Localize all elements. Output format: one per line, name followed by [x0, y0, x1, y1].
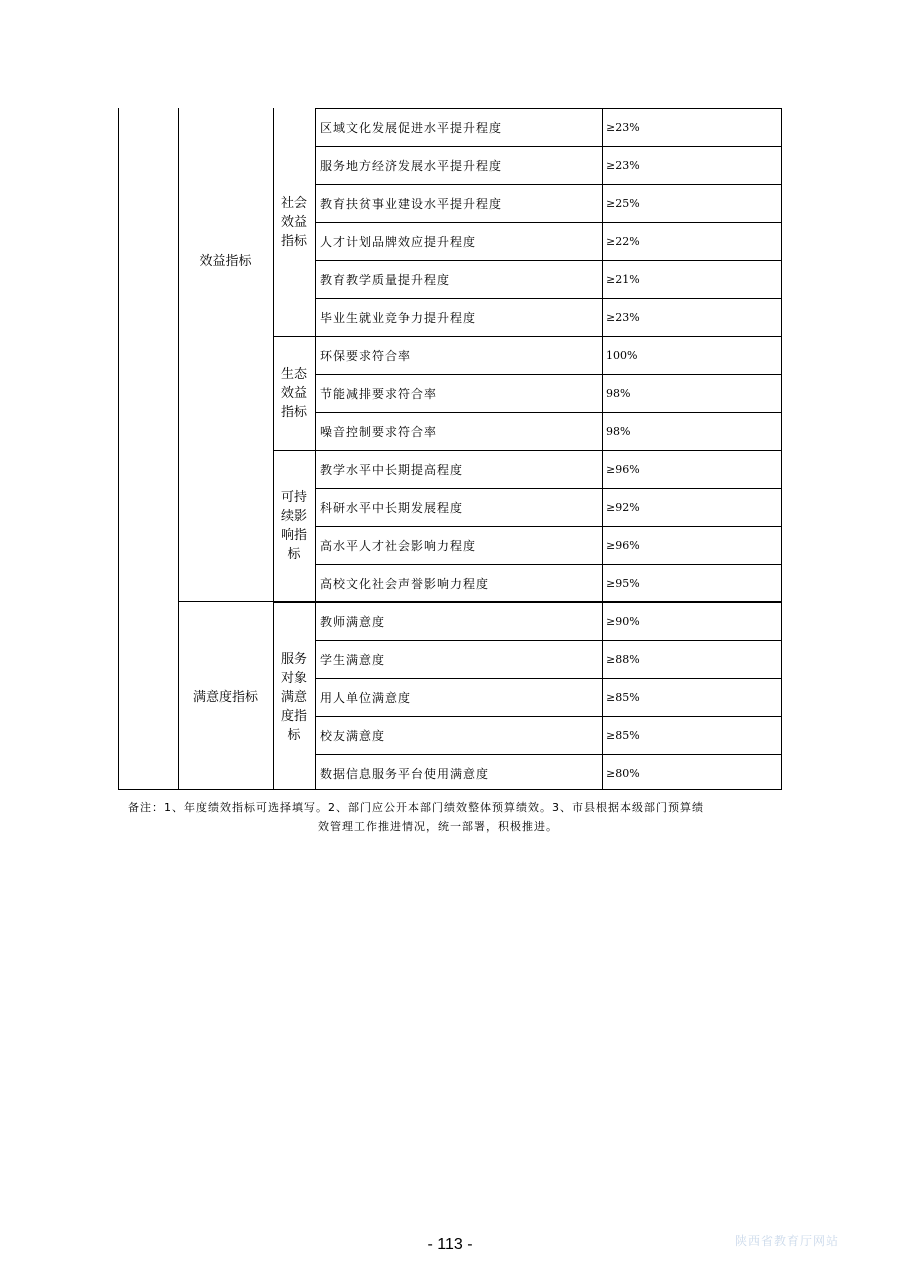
- indicator-name: 高水平人才社会影响力程度: [320, 538, 477, 553]
- table-border-left: [118, 108, 119, 790]
- indicator-name: 用人单位满意度: [320, 690, 412, 705]
- benefit-indicator-label: 效益指标: [199, 254, 252, 269]
- indicator-target-value: ≥85%: [606, 690, 640, 704]
- indicator-name: 教师满意度: [320, 614, 386, 629]
- indicator-target-value: 98%: [606, 424, 631, 438]
- group-label: 社会 效益 指标: [280, 195, 307, 249]
- indicator-target-value: ≥96%: [606, 538, 640, 552]
- indicator-name: 学生满意度: [320, 652, 386, 667]
- satisfaction-indicator-label: 满意度指标: [192, 689, 258, 705]
- indicator-target-value: ≥23%: [606, 120, 640, 134]
- indicator-target-value: 98%: [606, 386, 631, 400]
- indicator-name: 教育教学质量提升程度: [320, 272, 451, 287]
- indicator-target-value: ≥22%: [606, 234, 640, 248]
- indicator-name: 毕业生就业竞争力提升程度: [320, 310, 477, 325]
- indicator-target-value: ≥21%: [606, 272, 640, 286]
- indicator-name: 区域文化发展促进水平提升程度: [320, 120, 503, 135]
- group-label: 可持 续影 响指 标: [280, 490, 307, 562]
- footnote: [128, 798, 788, 836]
- group-label: 服务 对象 满意 度指 标: [280, 651, 307, 743]
- indicator-target-value: ≥80%: [606, 766, 640, 780]
- indicator-target-value: ≥96%: [606, 462, 640, 476]
- indicator-name: 数据信息服务平台使用满意度: [320, 766, 490, 781]
- indicator-name: 服务地方经济发展水平提升程度: [320, 158, 503, 173]
- indicator-target-value: ≥25%: [606, 196, 640, 210]
- indicator-target-value: ≥85%: [606, 728, 640, 742]
- indicator-target-value: ≥23%: [606, 310, 640, 324]
- indicator-target-value: ≥92%: [606, 500, 640, 514]
- indicator-target-value: ≥90%: [606, 614, 640, 628]
- indicator-name: 节能减排要求符合率: [320, 386, 438, 401]
- indicator-name: 高校文化社会声誉影响力程度: [320, 576, 490, 591]
- site-watermark: 陕西省教育厅网站: [735, 1234, 840, 1248]
- indicator-name: 环保要求符合率: [320, 348, 412, 363]
- indicator-target-value: ≥95%: [606, 576, 640, 590]
- indicator-name: 教学水平中长期提高程度: [320, 462, 464, 477]
- group-label: 生态 效益 指标: [280, 366, 307, 420]
- indicator-target-value: ≥88%: [606, 652, 640, 666]
- footnote-line-2: 效管理工作推进情况，统一部署，积极推进。: [318, 820, 558, 833]
- indicator-name: 人才计划品牌效应提升程度: [320, 234, 477, 249]
- page-number: - 113 -: [427, 1236, 473, 1253]
- indicator-target-value: 100%: [606, 348, 638, 362]
- indicator-target-value: ≥23%: [606, 158, 640, 172]
- indicator-name: 教育扶贫事业建设水平提升程度: [320, 196, 503, 211]
- indicator-name: 噪音控制要求符合率: [320, 424, 438, 439]
- indicator-table: [118, 108, 782, 790]
- indicator-name: 校友满意度: [320, 728, 386, 743]
- footnote-line-1: 备注：1、年度绩效指标可选择填写。2、部门应公开本部门绩效整体预算绩效。3、市县根据本级部门预算绩: [128, 801, 704, 814]
- indicator-name: 科研水平中长期发展程度: [320, 500, 464, 515]
